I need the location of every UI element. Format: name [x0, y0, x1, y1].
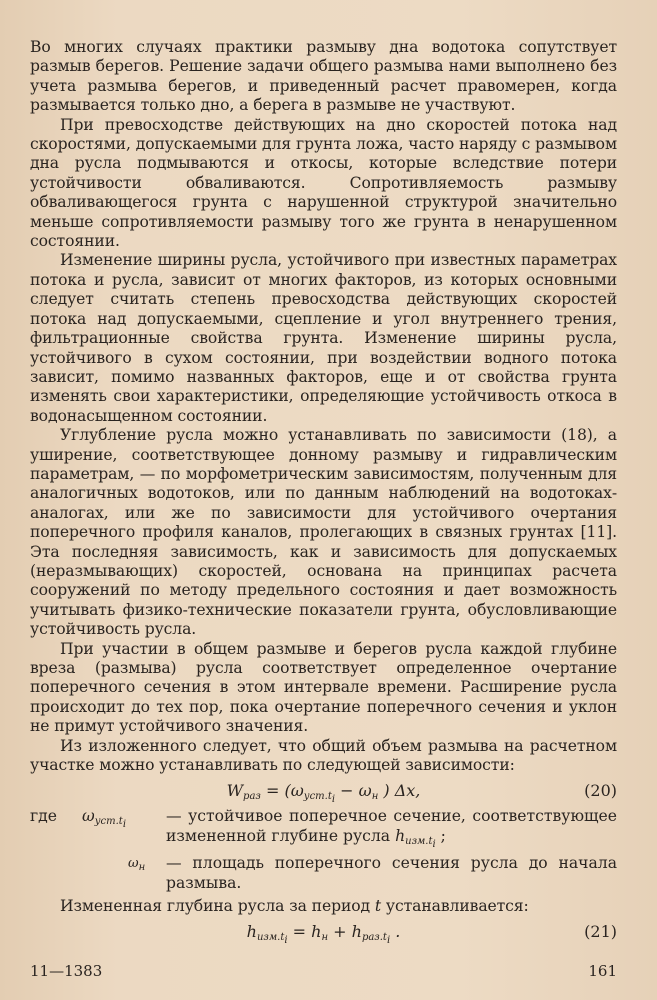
paragraph-5: При участии в общем размыве и берегов русла каждой глубине вреза (размыва) русла соответствует определенное очертание поперечного сечения в этом интервале времени. Расширение русла происходит до тех пор, пока очертание поперечного сечения и уклон не примут устойчивого значения. [30, 639, 617, 736]
definition-2 [30, 854, 617, 893]
formula-20-number: (20) [584, 781, 617, 801]
paragraph-1: Во многих случаях практики размыву дна водотока сопутствует размыв берегов. Решение задачи общего размыва нами выполнено без учета размыва берегов, и приведенный расчет правомерен, когда размывается только дно, а берега в размыве не участвуют. [30, 38, 617, 115]
signature-mark: 11—1383 [30, 962, 103, 980]
definition-1 [30, 807, 617, 854]
definition-1-text: — устойчивое поперечное сечение, соответствующее измененной глубине русла $h_{изм.t_i}$ ; [166, 807, 617, 850]
definition-2-symbol: $\omega_н$ [128, 856, 146, 874]
formula-21-number: (21) [584, 922, 617, 942]
formula-20-expression: $W_{раз} = (\omega_{уст.t_i} - \omega_н$ ) Δx, [226, 781, 421, 806]
definition-2-text: — площадь поперечного сечения русла до начала размыва. [166, 854, 617, 892]
definition-1-symbol: $\omega_{уст.t_i}$ [82, 807, 127, 831]
page-footer [30, 962, 617, 980]
page-number: 161 [588, 962, 617, 980]
where-word: где [30, 807, 57, 826]
paragraph-6: Из изложенного следует, что общий объем размыва на расчетном участке можно устанавливать по следующей зависимости: [30, 736, 617, 775]
formula-21-expression: $h_{изм.t_i} = h_н + h_{раз.t_i}$ . [246, 922, 401, 947]
paragraph-2: При превосходстве действующих на дно скоростей потока над скоростями, допускаемыми для грунта ложа, часто наряду с размывом дна русла подмываются и откосы, которые вследствие потери устойчивости обваливаются. Сопротивляемость размыву обваливающегося грунта с нарушенной структурой значительно меньше сопротивляемости размыву того же грунта в ненарушенном состоянии. [30, 115, 617, 251]
definitions-block [30, 807, 617, 893]
paragraph-7: Измененная глубина русла за период t устанавливается: [60, 897, 529, 916]
formula-20 [30, 775, 617, 805]
paragraph-3: Изменение ширины русла, устойчивого при известных параметрах потока и русла, зависит от многих факторов, из которых основными следует считать степень превосходства действующих скоростей потока над допускаемыми, сцепление и угол внутреннего трения, фильтрационные свойства грунта. Изменение ширины русла, устойчивого в сухом состоянии, при воздействии водного потока зависит, помимо названных факторов, еще и от свойства грунта изменять свои характеристики, определяющие устойчивость откоса в водонасыщенном состоянии. [30, 251, 617, 425]
paragraph-4: Углубление русла можно устанавливать по зависимости (18), а уширение, соответствующее донному размыву и гидравлическим параметрам, — по морфометрическим зависимостям, полученным для аналогичных водотоков, или по данным наблюдений на водотоках-аналогах, или же по зависимости для устойчивого очертания поперечного профиля каналов, пролегающих в связных грунтах [11]. Эта последняя зависимость, как и зависимость для допускаемых (неразмывающих) скоростей, основана на принципах расчета сооружений по методу предельного состояния и дает возможность учитывать физико-технические показатели грунта, обусловливающие устойчивость русла. [30, 426, 617, 639]
formula-21 [30, 916, 617, 946]
